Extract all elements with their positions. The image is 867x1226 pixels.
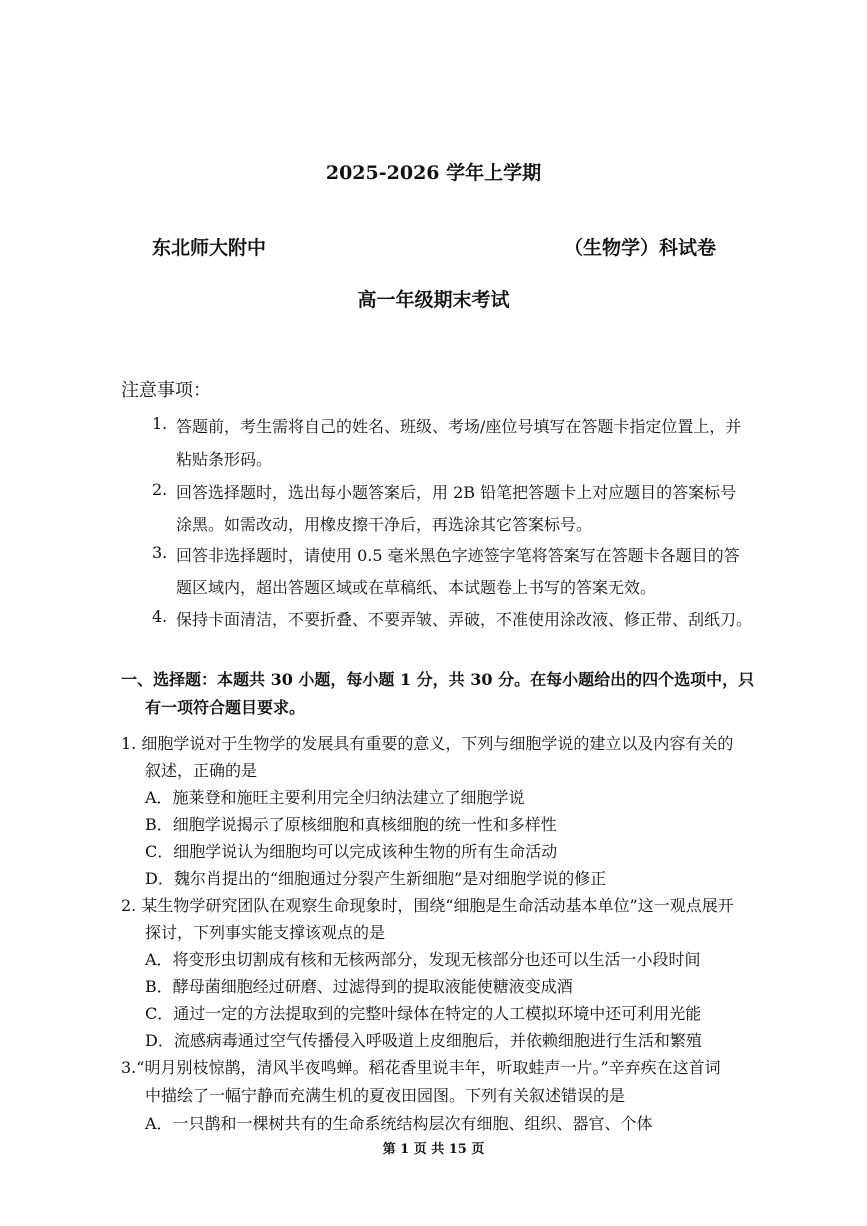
answer-option: C．通过一定的方法提取到的完整叶绿体在特定的人工模拟环境中还可利用光能 <box>145 1004 702 1023</box>
subject-name: （生物学）科试卷 <box>563 237 716 259</box>
exam-title: 高一年级期末考试 <box>357 289 510 311</box>
notice-item-number: 1. <box>152 414 168 433</box>
question-stem: 2. 某生物学研究团队在观察生命现象时，围绕“细胞是生命活动基本单位”这一观点展开 <box>121 896 734 915</box>
notice-item-line: 粘贴条形码。 <box>176 450 273 469</box>
answer-option: A．一只鹊和一棵树共有的生命系统结构层次有细胞、组织、器官、个体 <box>145 1114 653 1133</box>
answer-option: D．魏尔肖提出的“细胞通过分裂产生新细胞”是对细胞学说的修正 <box>145 869 607 888</box>
answer-option: A．将变形虫切割成有核和无核两部分，发现无核部分也还可以生活一小段时间 <box>145 950 701 969</box>
question-stem: 1. 细胞学说对于生物学的发展具有重要的意义，下列与细胞学说的建立以及内容有关的 <box>121 734 734 753</box>
answer-option: C．细胞学说认为细胞均可以完成该种生物的所有生命活动 <box>145 842 558 861</box>
notice-item-line: 题区域内，超出答题区域或在草稿纸、本试题卷上书写的答案无效。 <box>176 578 657 597</box>
notice-item-number: 2. <box>152 480 168 499</box>
answer-option: A．施莱登和施旺主要利用完全归纳法建立了细胞学说 <box>145 788 525 807</box>
question-stem: 3.“明月别枝惊鹊，清风半夜鸣蝉。稻花香里说丰年，听取蛙声一片。”辛弃疾在这首词 <box>121 1058 721 1077</box>
answer-option: B．酵母菌细胞经过研磨、过滤得到的提取液能使糖液变成酒 <box>145 977 573 996</box>
question-stem-continued: 探讨，下列事实能支撑该观点的是 <box>145 923 386 942</box>
answer-option: B．细胞学说揭示了原核细胞和真核细胞的统一性和多样性 <box>145 815 557 834</box>
section-heading-continued: 有一项符合题目要求。 <box>145 698 306 717</box>
notice-item-line: 涂黑。如需改动，用橡皮擦干净后，再选涂其它答案标号。 <box>176 515 593 534</box>
notice-item-line: 答题前，考生需将自己的姓名、班级、考场/座位号填写在答题卡指定位置上，并 <box>176 417 742 436</box>
notice-item-line: 回答选择题时，选出每小题答案后，用 2B 铅笔把答题卡上对应题目的答案标号 <box>176 483 737 502</box>
notice-item-line: 保持卡面清洁，不要折叠、不要弄皱、弄破，不准使用涂改液、修正带、刮纸刀。 <box>176 610 753 629</box>
notice-item-number: 4. <box>152 607 168 626</box>
notice-heading: 注意事项： <box>121 380 211 401</box>
page-footer: 第 1 页 共 15 页 <box>382 1142 485 1157</box>
answer-option: D．流感病毒通过空气传播侵入呼吸道上皮细胞后，并依赖细胞进行生活和繁殖 <box>145 1031 702 1050</box>
notice-item-line: 回答非选择题时，请使用 0.5 毫米黑色字迹签字笔将答案写在答题卡各题目的答 <box>176 546 740 565</box>
notice-item-number: 3. <box>152 543 168 562</box>
school-name: 东北师大附中 <box>152 237 267 259</box>
year-line: 2025-2026 学年上学期 <box>325 162 542 184</box>
question-stem-continued: 中描绘了一幅宁静而充满生机的夏夜田园图。下列有关叙述错误的是 <box>145 1086 626 1105</box>
question-stem-continued: 叙述，正确的是 <box>145 761 258 780</box>
section-heading: 一、选择题：本题共 30 小题，每小题 1 分，共 30 分。在每小题给出的四个选项中，只 <box>121 670 755 689</box>
